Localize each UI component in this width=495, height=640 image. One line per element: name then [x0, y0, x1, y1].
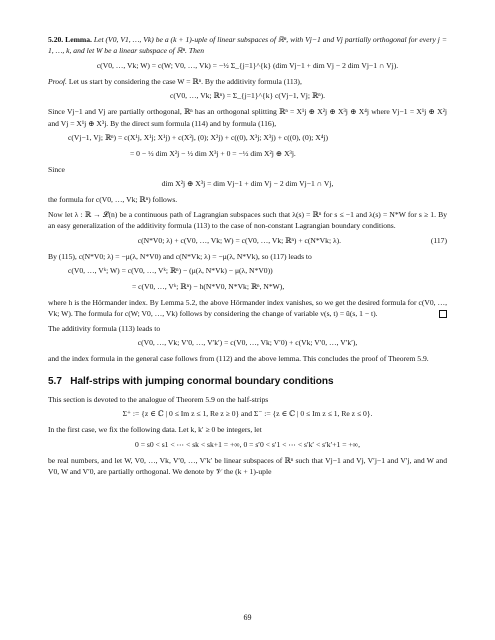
proof-equation-6: c(V0, …, Vk; V′0, …, V′k′) = c(V0, …, Vk; V′0) + c(Vk; V′0, …, V′k′),	[137, 338, 358, 348]
proof-paragraph-8: and the index formula in the general case follows from (112) and the above lemma. This concludes the proof of Theorem 5.9.	[48, 354, 429, 364]
proof-paragraph-6	[48, 297, 447, 320]
lemma-statement	[48, 34, 447, 57]
section-title: Half-strips with jumping conormal boundary conditions	[70, 375, 334, 387]
proof-equation-1: c(V0, …, Vk; ℝⁿ) = Σ_{j=1}^{k} c(Vj−1, Vj; ℝⁿ).	[169, 91, 326, 101]
proof-equation-2a: c(Vj−1, Vj; ℝⁿ) = c(X¹j, X¹j; X¹j) + c(X²j, (0); X²j) + c((0), X³j; X³j) + c((0), (0); X⁴j)	[68, 133, 329, 143]
section-equation-2: 0 = s0 < s1 < ⋯ < sk < sk+1 = +∞, 0 = s′0 < s′1 < ⋯ < s′k′ < s′k′+1 = +∞,	[135, 439, 360, 449]
page-number: 69	[243, 613, 252, 622]
proof-equation-4-body: c(N*V0; λ) + c(V0, …, Vk; W) = c(V0, …, Vk; ℝⁿ) + c(N*Vk; λ).	[137, 235, 342, 245]
proof-since: Since	[48, 165, 65, 175]
qed-square-icon	[439, 310, 447, 318]
proof-equation-2b: = 0 − ½ dim X²j − ½ dim X³j + 0 = −½ dim X²j ⊕ X³j.	[130, 149, 296, 159]
proof-paragraph-4: Now let λ : ℝ → 𝓛(n) be a continuous path of Lagrangian subspaces such that λ(s) = ℝⁿ for s ≤ −1 and λ(s) = N*W for s ≥ 1. By an easy generalization of the additivity formula (113) to the case of non-constant Lagrangian boundary conditions.	[48, 209, 447, 231]
proof-head: Proof.	[48, 76, 67, 86]
proof-equation-5b: = c(V0, …, Vᵏ; ℝⁿ) − h(N*V0, N*Vk; ℝⁿ, N*W),	[132, 282, 285, 292]
proof-line-1: Let us start by considering the case W = ℝⁿ. By the additivity formula (113),	[68, 76, 302, 86]
section-heading	[48, 375, 447, 389]
proof-line-5: By (115), c(N*V0; λ) = −μ(λ, N*V0) and c(N*Vk; λ) = −μ(λ, N*Vk), so (117) leads to	[48, 251, 312, 261]
proof-line-7: The additivity formula (113) leads to	[48, 323, 161, 333]
proof-equation-5a: c(V0, …, Vᵏ; W) = c(V0, …, Vᵏ; ℝⁿ) − (μ(λ, N*Vk) − μ(λ, N*V0))	[68, 266, 273, 276]
proof-paragraph-6-text: where h is the Hörmander index. By Lemma 5.2, the above Hörmander index vanishes, so we get the desired formula for c(V0, …, Vk; W). The formula for c(W; V0, …, Vk) follows by considering the change of variable v(s, t) = ū(s, 1 − t).	[48, 298, 447, 319]
section-line-1: This section is devoted to the analogue of Theorem 5.9 on the half-strips	[48, 394, 269, 404]
section-equation-1: Σ⁺ := {z ∈ ℂ | 0 ≤ Im z ≤ 1, Re z ≥ 0} and Σ⁻ := {z ∈ ℂ | 0 ≤ Im z ≤ 1, Re z ≤ 0}.	[122, 409, 373, 419]
section-paragraph-3: be real numbers, and let W, V0, …, Vk, V′0, …, V′k′ be linear subspaces of ℝⁿ such that Vj−1 and Vj, V′j−1 and V′j, and W and V0, W and V′0, are partially orthogonal. We denote by 𝒱 the (k + 1)-uple	[48, 455, 447, 476]
lemma-head: 5.20. Lemma.	[48, 35, 92, 44]
proof-paragraph-2: Since Vj−1 and Vj are partially orthogonal, ℝⁿ has an orthogonal splitting ℝⁿ = X¹j ⊕ X²j ⊕ X³j ⊕ X⁴j where Vj−1 = X¹j ⊕ X²j and Vj = X¹j ⊕ X³j. By the direct sum formula (114) and by formula (116),	[48, 107, 447, 128]
section-line-2: In the first case, we fix the following data. Let k, k′ ≥ 0 be integers, let	[48, 425, 262, 435]
equation-number-117: (117)	[430, 235, 447, 245]
lemma-equation: c(V0, …, Vk; W) = c(W; V0, …, Vk) = −½ Σ_{j=1}^{k} (dim Vj−1 + dim Vj − 2 dim Vj−1 ∩ Vj).	[96, 60, 399, 70]
section-number: 5.7	[48, 375, 62, 387]
lemma-body: Let (V0, V1, …, Vk) be a (k + 1)-uple of linear subspaces of ℝⁿ, with Vj−1 and Vj partially orthogonal for every j = 1, …, k, and let W be a linear subspace of ℝⁿ. Then	[48, 35, 447, 56]
proof-equation-3: dim X²j ⊕ X³j = dim Vj−1 + dim Vj − 2 dim Vj−1 ∩ Vj,	[161, 179, 334, 189]
proof-line-3: the formula for c(V0, …, Vk; ℝⁿ) follows.	[48, 195, 178, 205]
proof-intro	[48, 76, 447, 87]
proof-equation-4	[48, 235, 447, 246]
